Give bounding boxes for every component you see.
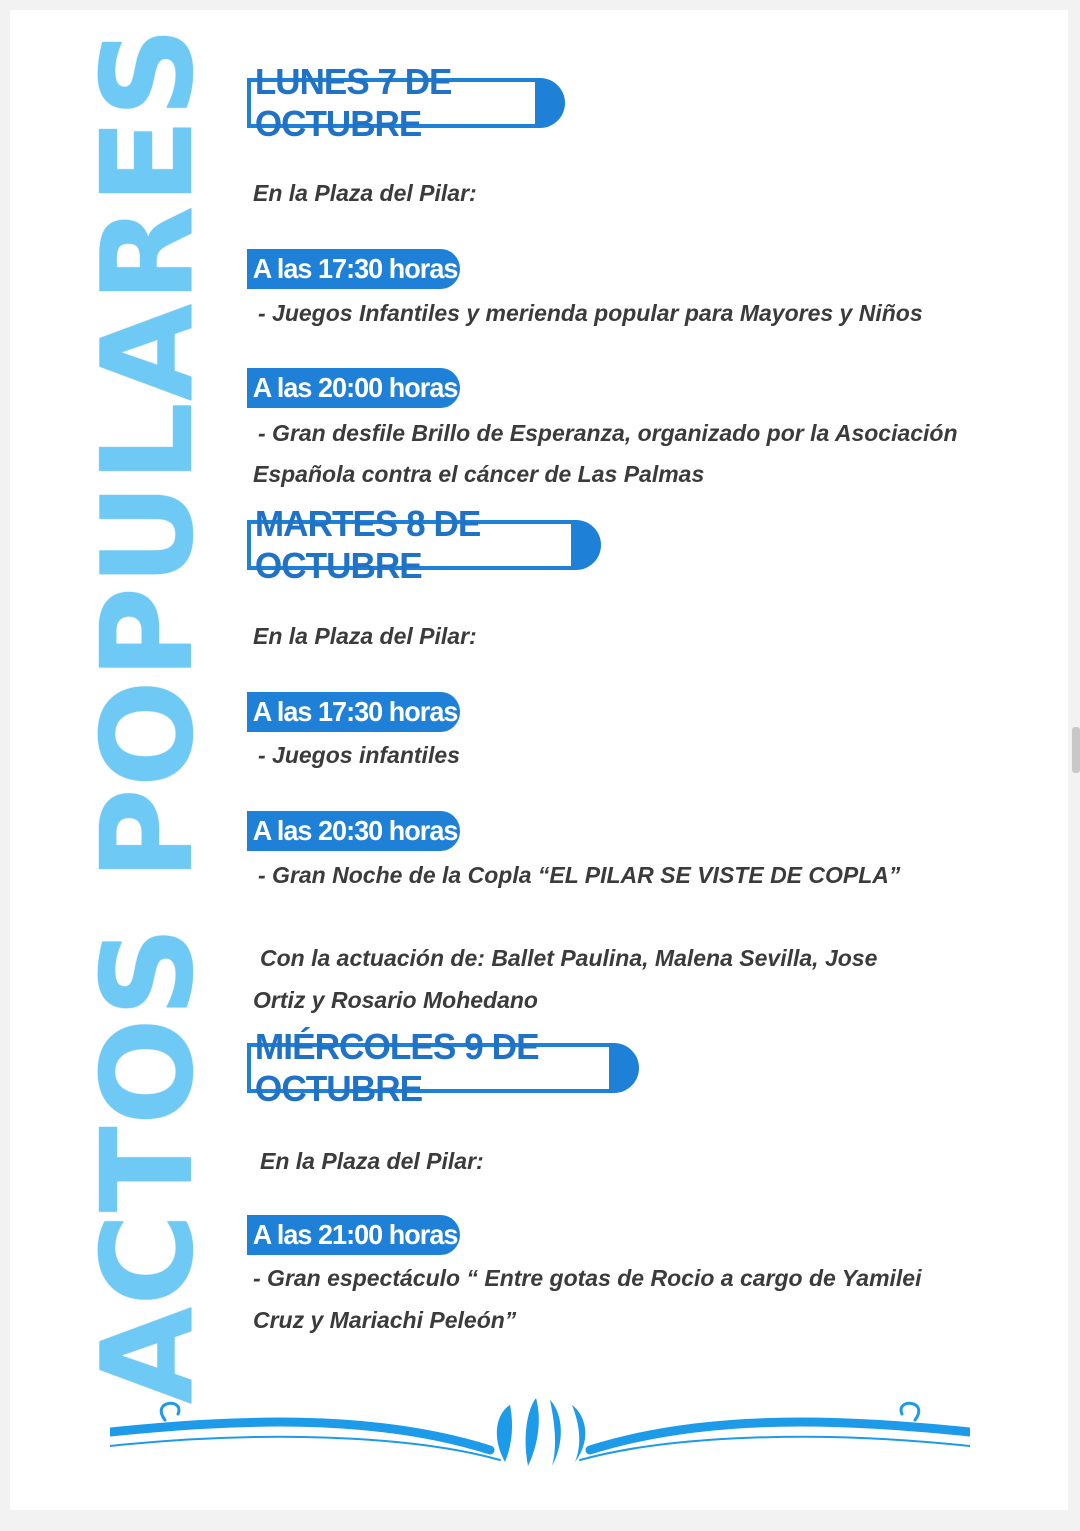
vertical-title-area (73, 25, 221, 1405)
event-text: - Juegos Infantiles y merienda popular para Mayores y Niños (258, 300, 923, 326)
time-badge: A las 17:30 horas (247, 692, 460, 732)
event-text: - Gran desfile Brillo de Esperanza, organizado por la Asociación (258, 420, 958, 446)
time-badge: A las 20:30 horas (247, 811, 460, 851)
location-text: En la Plaza del Pilar: (260, 1148, 484, 1174)
day-heading-miercoles: MIÉRCOLES 9 DE OCTUBRE (247, 1043, 639, 1093)
time-badge: A las 20:00 horas (247, 368, 460, 408)
event-text: - Juegos infantiles (258, 742, 460, 768)
performers-text: Con la actuación de: Ballet Paulina, Malena Sevilla, Jose (260, 945, 878, 971)
location-text: En la Plaza del Pilar: (253, 623, 477, 649)
event-text: - Gran Noche de la Copla “EL PILAR SE VISTE DE COPLA” (258, 862, 901, 888)
event-text: - Gran espectáculo “ Entre gotas de Rocio a cargo de Yamilei (253, 1265, 922, 1291)
event-text: Española contra el cáncer de Las Palmas (253, 461, 705, 487)
time-badge: A las 21:00 horas (247, 1215, 460, 1255)
day-heading-martes: MARTES 8 DE OCTUBRE (247, 520, 601, 570)
poster-title: ACTOS POPULARES (73, 25, 221, 1405)
day-heading-lunes: LUNES 7 DE OCTUBRE (247, 78, 565, 128)
performers-text: Ortiz y Rosario Mohedano (253, 987, 538, 1013)
scrollbar-thumb[interactable] (1072, 727, 1080, 773)
location-text: En la Plaza del Pilar: (253, 180, 477, 206)
event-text: Cruz y Mariachi Peleón” (253, 1307, 517, 1333)
decorative-flourish-icon (110, 1390, 970, 1470)
time-badge: A las 17:30 horas (247, 249, 460, 289)
